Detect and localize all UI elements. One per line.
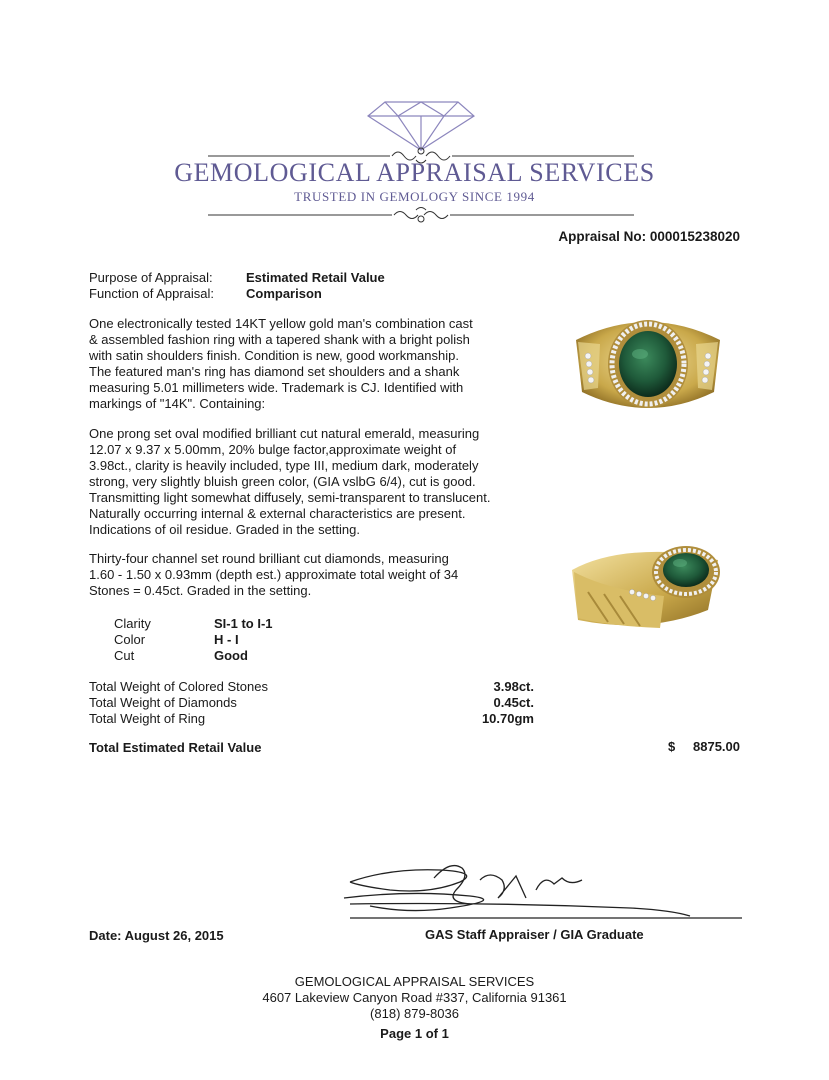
ring-photo-top [568,300,728,422]
text-line: with satin shoulders finish. Condition is new, good workmanship. [89,348,459,363]
function-value: Comparison [246,286,322,301]
page-number: Page 1 of 1 [380,1026,449,1041]
purpose-value: Estimated Retail Value [246,270,385,285]
text-line: One electronically tested 14KT yellow gold man's combination cast [89,316,473,331]
spec-value-cut: Good [214,648,248,663]
footer-address: 4607 Lakeview Canyon Road #337, California 91361 [262,990,567,1005]
footer-phone: (818) 879-8036 [370,1006,459,1021]
description-paragraph-2 [89,426,534,538]
function-label: Function of Appraisal: [89,286,215,301]
text-line: Transmitting light somewhat diffusely, semi-transparent to translucent. [89,490,491,505]
company-tagline: TRUSTED IN GEMOLOGY SINCE 1994 [294,189,535,204]
spec-label-clarity: Clarity [114,616,151,631]
description-paragraph-1 [89,316,534,412]
company-name: GEMOLOGICAL APPRAISAL SERVICES [174,158,655,187]
ring-photo-side [568,530,728,640]
text-line: measuring 5.01 millimeters wide. Trademark is CJ. Identified with [89,380,464,395]
spec-value-clarity: SI-1 to I-1 [214,616,273,631]
total-ring-value: 10.70gm [481,711,534,726]
total-diamonds-value: 0.45ct. [493,695,534,710]
total-ring-label: Total Weight of Ring [89,711,206,726]
text-line: 1.60 - 1.50 x 0.93mm (depth est.) approximate total weight of 34 [89,567,459,582]
grand-total-value: 8875.00 [693,739,740,754]
text-line: Naturally occurring internal & external characteristics are present. [89,506,466,521]
spec-label-color: Color [114,632,146,647]
text-line: One prong set oval modified brilliant cut natural emerald, measuring [89,426,480,441]
total-diamonds-label: Total Weight of Diamonds [89,695,237,710]
text-line: 3.98ct., clarity is heavily included, type III, medium dark, moderately [89,458,479,473]
appraisal-number: Appraisal No: 000015238020 [558,229,740,244]
appraisal-date: Date: August 26, 2015 [89,928,224,943]
footer-company: GEMOLOGICAL APPRAISAL SERVICES [294,974,535,989]
text-line: The featured man's ring has diamond set shoulders and a shank [89,364,460,379]
grand-total-currency: $ [668,739,676,754]
description-paragraph-3 [89,551,534,599]
purpose-label: Purpose of Appraisal: [89,270,213,285]
text-line: 12.07 x 9.37 x 5.00mm, 20% bulge factor,approximate weight of [89,442,457,457]
appraiser-signature [330,850,750,925]
grand-total-label: Total Estimated Retail Value [89,740,262,755]
text-line: markings of "14K". Containing: [89,396,266,411]
text-line: Indications of oil residue. Graded in the setting. [89,522,360,537]
text-line: Stones = 0.45ct. Graded in the setting. [89,583,312,598]
spec-value-color: H - I [214,632,239,647]
total-colored-stones-value: 3.98ct. [493,679,534,694]
spec-label-cut: Cut [114,648,135,663]
text-line: strong, very slightly bluish green color, (GIA vslbG 6/4), cut is good. [89,474,476,489]
signer-title: GAS Staff Appraiser / GIA Graduate [425,927,644,942]
text-line: Thirty-four channel set round brilliant cut diamonds, measuring [89,551,449,566]
text-line: & assembled fashion ring with a tapered shank with a bright polish [89,332,470,347]
total-colored-stones-label: Total Weight of Colored Stones [89,679,268,694]
